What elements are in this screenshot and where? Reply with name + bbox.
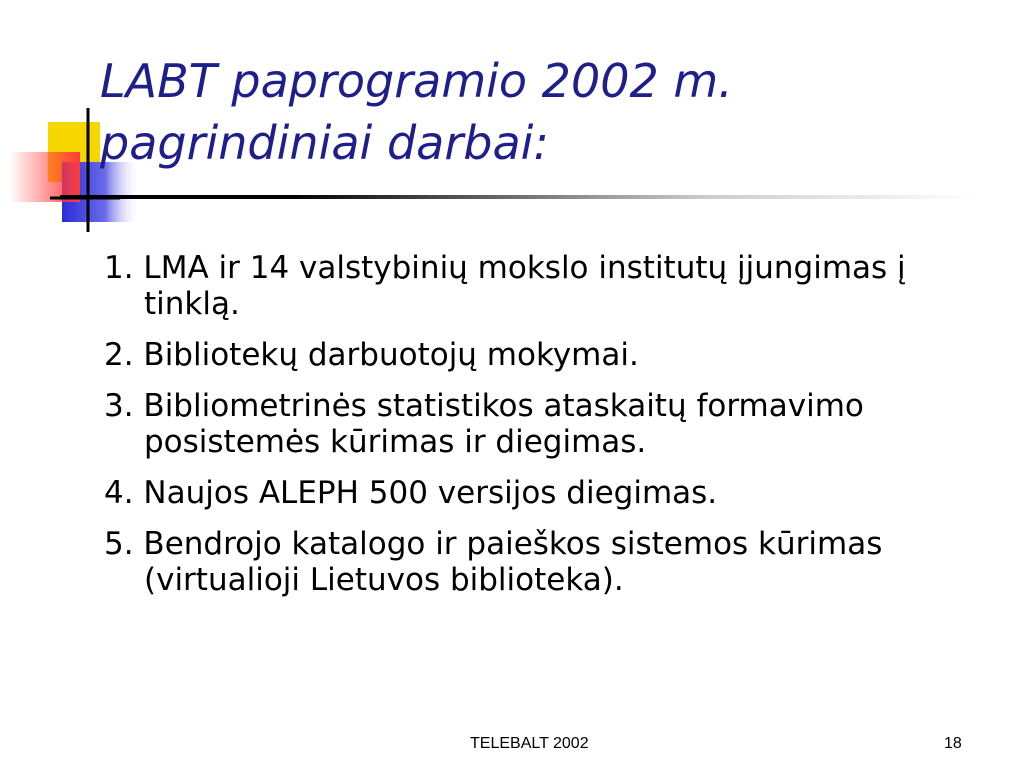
list-item: 2. Bibliotekų darbuotojų mokymai. bbox=[104, 337, 639, 373]
slide-title: LABT paprogramio 2002 m. pagrindiniai darbai: bbox=[100, 54, 733, 170]
slide-body-list bbox=[104, 250, 1004, 613]
list-item: 5. Bendrojo katalogo ir paieškos sistemos kūrimas (virtualioji Lietuvos biblioteka). bbox=[104, 526, 883, 598]
title-underline bbox=[60, 195, 980, 199]
list-item: 1. LMA ir 14 valstybinių mokslo institutų įjungimas į tinklą. bbox=[104, 250, 906, 322]
footer-page-number: 18 bbox=[944, 735, 962, 752]
list-item: 3. Bibliometrinės statistikos ataskaitų formavimo posistemės kūrimas ir diegimas. bbox=[104, 388, 864, 460]
list-item: 4. Naujos ALEPH 500 versijos diegimas. bbox=[104, 475, 718, 511]
footer-center-text: TELEBALT 2002 bbox=[470, 735, 589, 752]
